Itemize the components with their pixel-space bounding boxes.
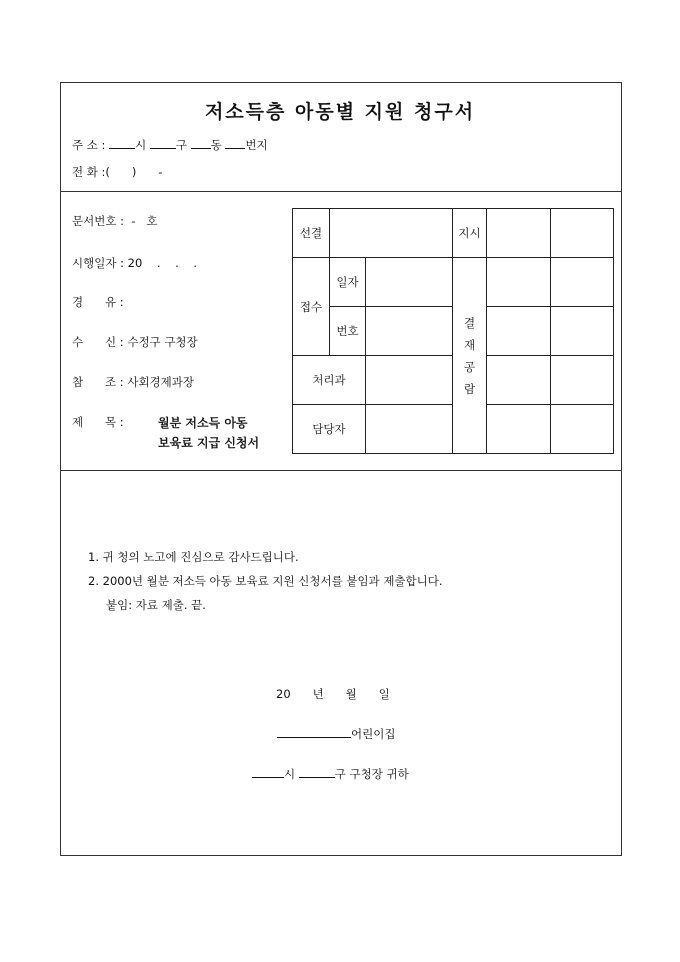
sign-cell[interactable] (487, 356, 551, 405)
sign-cell[interactable] (551, 307, 614, 356)
ilja-label: 일자 (330, 258, 366, 307)
subject-line1: 월분 저소득 아동 (158, 416, 248, 430)
footer-date: 20 년 월 일 (276, 687, 390, 701)
phone-line (72, 164, 162, 180)
daycare-label: 어린이집 (351, 727, 396, 741)
sign-cell[interactable] (551, 209, 614, 258)
reference: 참 조 : 사회경제과장 (72, 375, 194, 389)
sign-cell[interactable] (551, 405, 614, 454)
blank (191, 138, 211, 149)
sign-cell[interactable] (487, 405, 551, 454)
attachment-line: 붙임: 자료 제출. 끝. (106, 598, 206, 612)
seongyeol-label: 선결 (293, 209, 330, 258)
address-label: 주 소 : (72, 138, 106, 152)
char: 람 (463, 381, 476, 396)
jeopsu-label: 접수 (293, 258, 330, 356)
phone-value: ( ) - (105, 165, 163, 179)
phone-label: 전 화 : (72, 165, 106, 179)
sign-cell[interactable] (551, 356, 614, 405)
sign-cell[interactable] (487, 258, 551, 307)
doc-number: 문서번호 : - 호 (72, 214, 158, 228)
gyeoljae-label (453, 258, 487, 454)
dong-label: 동 (210, 138, 222, 152)
form-title: 저소득층 아동별 지원 청구서 (204, 101, 476, 123)
subject-label: 제 목 : (72, 415, 124, 429)
address-line (72, 137, 268, 153)
beonho-label: 번호 (330, 307, 366, 356)
seongyeol-cell[interactable] (330, 209, 453, 258)
char: 재 (463, 337, 476, 352)
body-line-2: 2. 2000년 월분 저소득 아동 보육료 지원 신청서를 붙임과 제출합니다. (88, 574, 443, 588)
sign-cell[interactable] (487, 307, 551, 356)
sign-cell[interactable] (551, 258, 614, 307)
si-label: 시 (135, 138, 147, 152)
si-label: 시 (284, 767, 296, 781)
issue-date: 시행일자 : 20 . . . (72, 256, 198, 270)
approval-table (292, 208, 614, 454)
daycare-line (277, 726, 395, 742)
via: 경 유 : (72, 295, 124, 309)
blank (109, 138, 135, 149)
bunji-label: 번지 (245, 138, 268, 152)
addressee-line (252, 766, 409, 782)
divider (60, 470, 622, 471)
cheorigwa-label: 처리과 (293, 356, 366, 405)
blank (150, 138, 176, 149)
sign-cell[interactable] (487, 209, 551, 258)
cheorigwa-cell[interactable] (366, 356, 453, 405)
recipient: 수 신 : 수정구 구청장 (72, 335, 198, 349)
blank (277, 727, 351, 738)
divider (60, 191, 622, 192)
ilja-cell[interactable] (366, 258, 453, 307)
gu-office-label: 구 구청장 귀하 (334, 767, 409, 781)
beonho-cell[interactable] (366, 307, 453, 356)
blank (225, 138, 245, 149)
blank (299, 767, 335, 778)
damdangja-label: 담당자 (293, 405, 366, 454)
jisi-label: 지시 (453, 209, 487, 258)
char: 공 (463, 359, 476, 374)
body-line-1: 1. 귀 청의 노고에 진심으로 감사드립니다. (88, 550, 299, 564)
char: 결 (463, 315, 476, 330)
gu-label: 구 (175, 138, 187, 152)
blank (252, 767, 284, 778)
damdangja-cell[interactable] (366, 405, 453, 454)
subject-line2: 보육료 지급 신청서 (158, 436, 260, 450)
